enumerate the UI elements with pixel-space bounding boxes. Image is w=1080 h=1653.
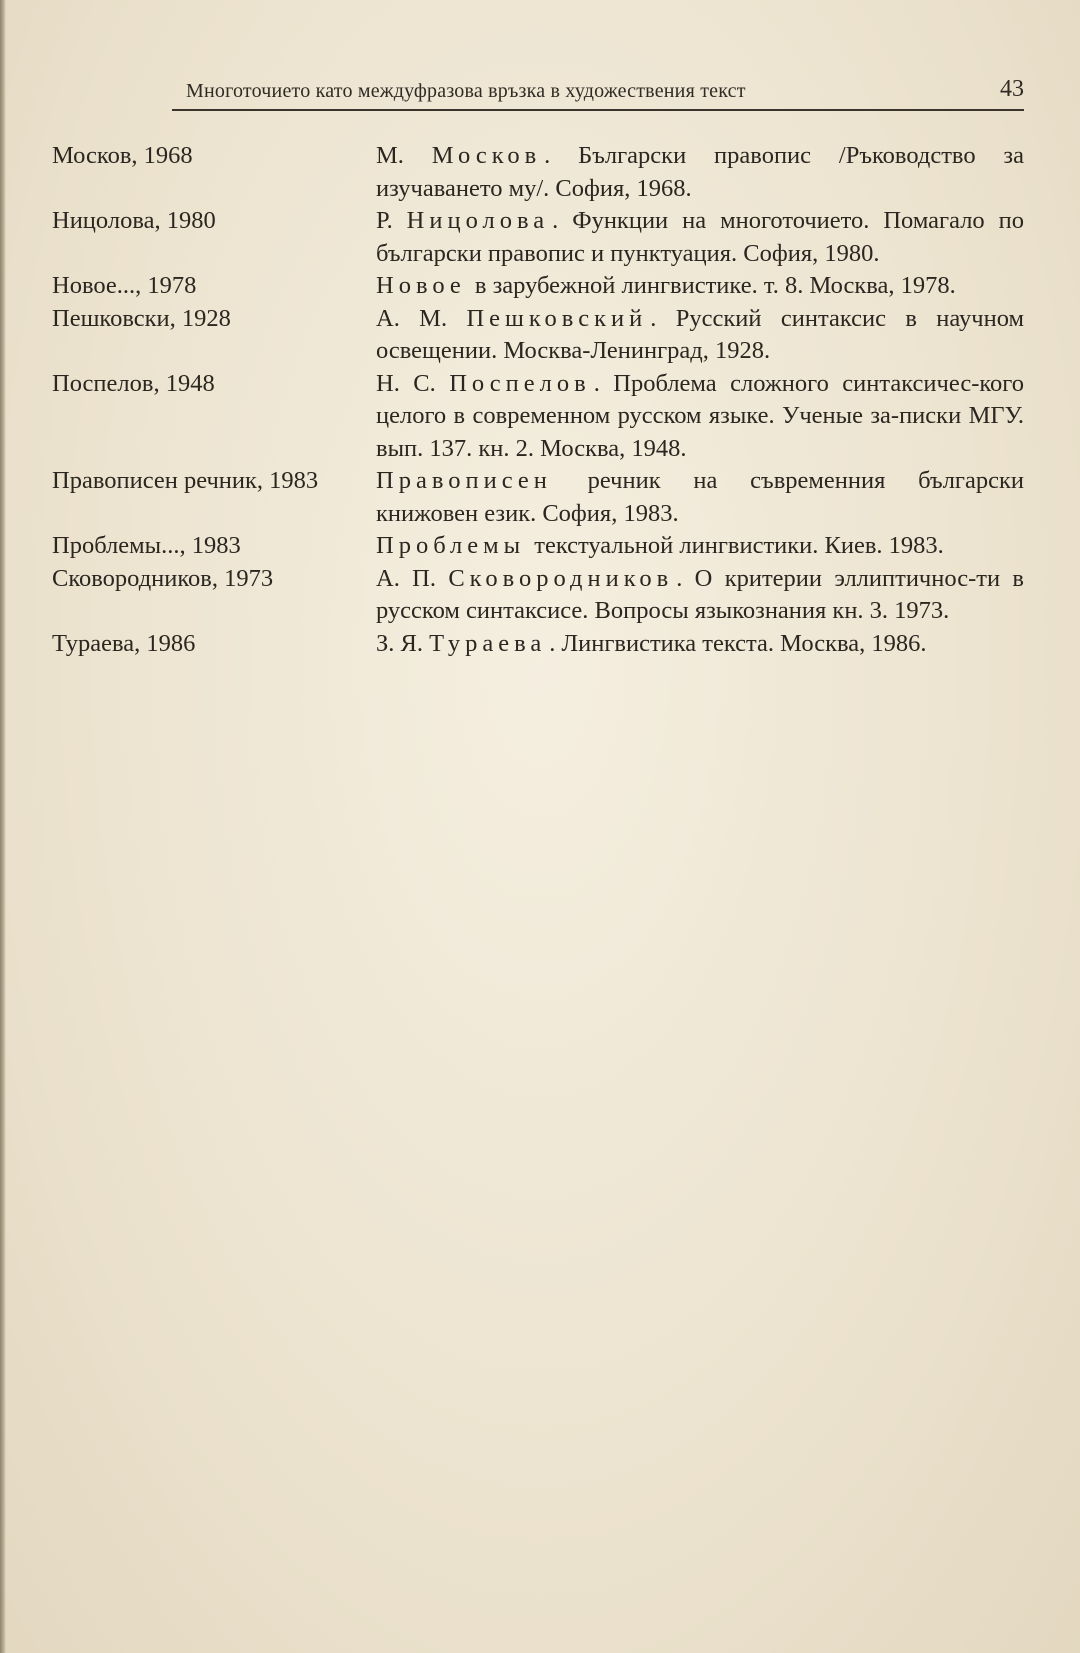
entry-reference xyxy=(376,628,1024,661)
entry-key: Правописен речник, 1983 xyxy=(52,467,319,494)
bibliography-entry xyxy=(52,303,1032,368)
page-spine-shadow xyxy=(0,0,6,1653)
entry-author: Москов xyxy=(431,142,542,169)
entry-reference xyxy=(376,563,1024,628)
bibliography-entry xyxy=(52,465,1032,530)
bibliography-entry xyxy=(52,270,1032,303)
entry-initials: Р. xyxy=(376,207,407,234)
entry-rest: . Функции на многоточието. Помагало по български правопис и пунктуация. София, 1980. xyxy=(376,207,1024,267)
bibliography-entry xyxy=(52,368,1032,466)
entry-author: Проблемы xyxy=(376,532,526,559)
entry-author: Поспелов xyxy=(449,369,591,397)
entry-rest: в зарубежной лингвистике. т. 8. Москва, 1978. xyxy=(468,272,956,299)
entry-author: Новое xyxy=(376,272,466,299)
bibliography-entry xyxy=(52,140,1032,205)
bibliography-entry xyxy=(52,563,1032,628)
entry-author: Пешковский xyxy=(466,304,648,332)
entry-reference xyxy=(376,465,1024,530)
entry-reference xyxy=(376,530,1024,563)
entry-author: Сковородников xyxy=(448,564,674,592)
entry-author: Ницолова xyxy=(406,207,550,234)
entry-key: Тураева, 1986 xyxy=(52,629,196,657)
entry-key: Пешковски, 1928 xyxy=(52,304,231,332)
entry-reference xyxy=(376,303,1024,368)
page-number: 43 xyxy=(1000,76,1024,102)
entry-initials: А. М. xyxy=(376,304,467,332)
entry-key: Москов, 1968 xyxy=(52,142,193,169)
entry-reference xyxy=(376,140,1024,205)
entry-initials: А. П. xyxy=(376,564,449,592)
entry-initials: М. xyxy=(376,142,432,169)
entry-key: Ницолова, 1980 xyxy=(52,207,216,234)
entry-initials: Н. С. xyxy=(376,369,450,397)
entry-author: Тураева xyxy=(429,629,547,657)
entry-rest: текстуальной лингвистики. Киев. 1983. xyxy=(528,532,944,559)
entry-initials: З. Я. xyxy=(376,629,430,657)
entry-reference xyxy=(376,270,1024,303)
bibliography-entry xyxy=(52,205,1032,270)
entry-rest: . Български правопис /Ръководство за изучаването му/. София, 1968. xyxy=(376,142,1024,202)
entry-rest: . Русский синтаксис в научном освещении. Москва-Ленинград, 1928. xyxy=(376,304,1024,364)
running-header-title: Многоточието като междуфразова връзка в художествения текст xyxy=(186,80,746,102)
entry-key: Проблемы..., 1983 xyxy=(52,532,241,559)
entry-rest: . Лингвистика текста. Москва, 1986. xyxy=(549,629,927,657)
header-rule xyxy=(172,109,1024,111)
bibliography-entry xyxy=(52,628,1032,661)
running-header xyxy=(172,76,1024,110)
entry-reference xyxy=(376,205,1024,270)
entry-key: Сковородников, 1973 xyxy=(52,564,274,592)
entry-author: Правописен xyxy=(376,467,552,494)
entry-key: Поспелов, 1948 xyxy=(52,369,215,397)
bibliography-entry xyxy=(52,530,1032,563)
entry-rest: . О критерии эллиптичнос-ти в русском синтаксисе. Вопросы языкознания кн. 3. 1973. xyxy=(376,564,1024,624)
entry-rest: речник на съвременния български книжовен език. София, 1983. xyxy=(376,467,1024,527)
entry-reference xyxy=(376,368,1024,466)
entry-key: Новое..., 1978 xyxy=(52,272,197,299)
bibliography-list xyxy=(52,140,1032,660)
entry-rest: . Проблема сложного синтаксичес-кого целого в современном русском языке. Ученые за-писки МГУ. вып. 137. кн. 2. Москва, 1948. xyxy=(376,369,1024,462)
